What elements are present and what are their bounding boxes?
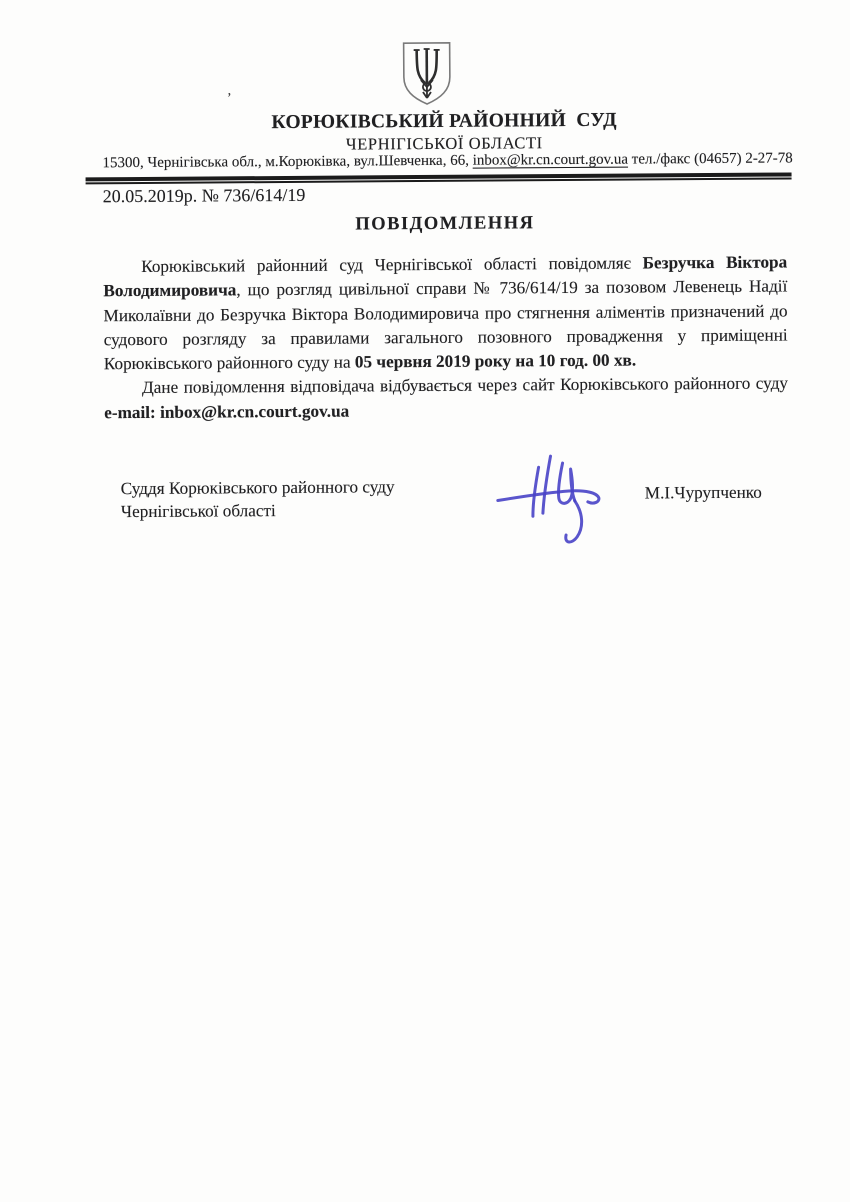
document-title: ПОВІДОМЛЕННЯ xyxy=(355,213,535,235)
handwritten-signature xyxy=(491,441,604,554)
respondent-name: Безручка Віктора Володимировича xyxy=(103,252,788,301)
court-address-text: 15300, Чернігівська обл., м.Корюківка, вул.Шевченка, 66, xyxy=(102,152,473,172)
p1-text-start: Корюківський районний суд Чернігівської області повідомляє xyxy=(141,253,643,276)
hearing-datetime: 05 червня 2019 року на 10 год. 00 хв. xyxy=(354,350,637,372)
scan-artifact-mark: ʼ xyxy=(226,91,232,107)
court-email-underlined: inbox@kr.cn.court.gov.ua xyxy=(472,151,629,169)
reference-number-line: 20.05.2019р. № 736/614/19 xyxy=(102,184,306,207)
p1-text-middle: , що розгляд цивільної справи № 736/614/19 за позовом Левенець Надії Миколаївни до Безручка Віктора Володимировича про стягнення аліментів призначений до судового розгляду за правилами загального позовного провадження у приміщенні Корюківського районного суду на xyxy=(103,276,788,374)
p2-text-start: Дане повідомлення відповідача відбувається через сайт Корюківського районного суду xyxy=(141,373,789,398)
judge-title-line1: Суддя Корюківського районного суду xyxy=(120,477,395,499)
court-phone-text: тел./факс (04657) 2-27-78 xyxy=(627,150,793,168)
judge-name: М.І.Чурупченко xyxy=(644,482,762,503)
body-paragraph-1 xyxy=(103,250,788,376)
ukraine-trident-emblem xyxy=(400,40,454,108)
judge-title-line2: Чернігівської області xyxy=(120,500,276,521)
court-name: КОРЮКІВСЬКИЙ РАЙОННИЙ СУД xyxy=(271,109,617,134)
court-address-line xyxy=(102,150,793,172)
court-region: ЧЕРНІГІСЬКОЇ ОБЛАСТІ xyxy=(345,133,543,154)
judge-title-block xyxy=(121,476,395,523)
header-divider-rule xyxy=(86,172,792,184)
notification-email: e-mail: inbox@kr.cn.court.gov.ua xyxy=(104,401,350,423)
letter-body xyxy=(103,250,788,425)
body-paragraph-2 xyxy=(104,372,788,425)
